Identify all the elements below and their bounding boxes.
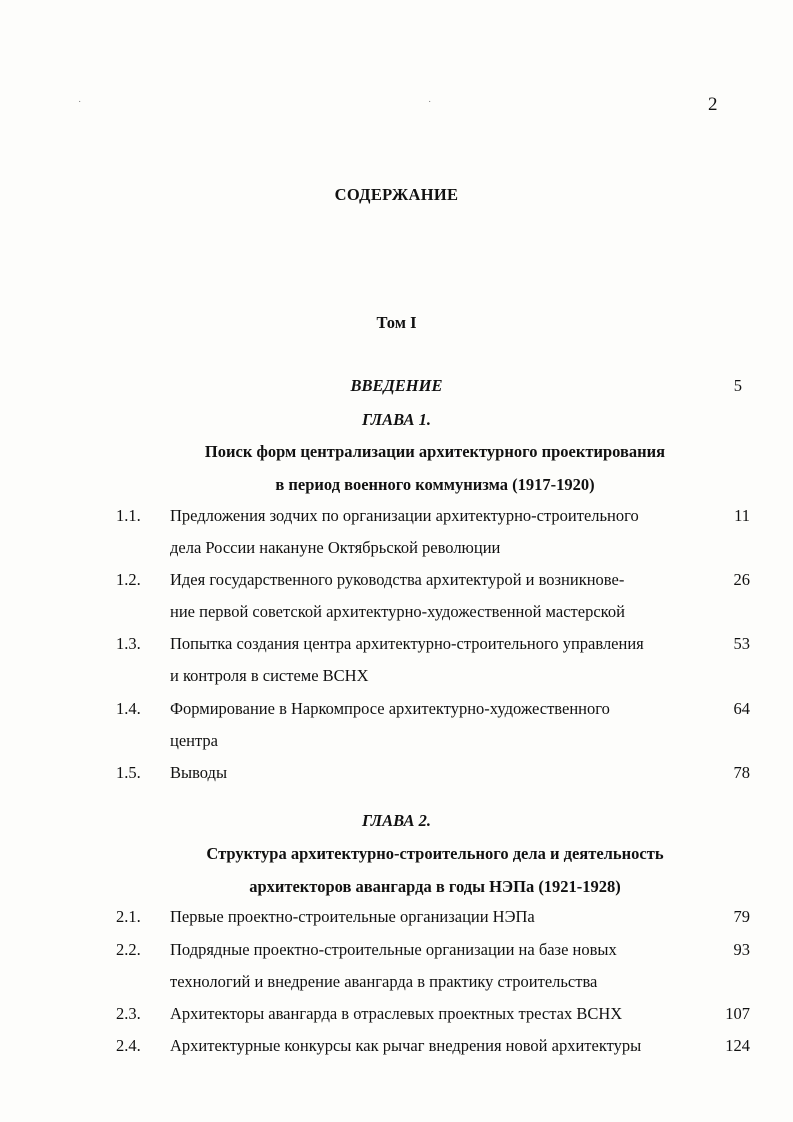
chapter-2-heading: ГЛАВА 2. [361, 811, 432, 830]
toc-entry-page: 64 [733, 699, 750, 718]
toc-entry-line: дела России накануне Октябрьской революции [170, 538, 501, 557]
toc-entry-line: ние первой советской архитектурно-художественной мастерской [170, 602, 625, 621]
toc-entry-page: 107 [725, 1004, 750, 1023]
scan-mark-middle: ˙ [428, 100, 432, 111]
toc-entry-line: центра [170, 731, 218, 750]
toc-entry-text [170, 500, 710, 564]
toc-entry-line: Первые проектно-строительные организации НЭПа [170, 907, 535, 926]
toc-entry-line: Формирование в Наркомпросе архитектурно-художественного [170, 699, 610, 718]
toc-entry-text [170, 1030, 710, 1062]
toc-entry-number: 1.2. [116, 570, 141, 589]
chapter-2-title-line: Структура архитектурно-строительного дела и деятельность [206, 844, 664, 863]
toc-entry-number: 1.5. [116, 763, 141, 782]
page-title: СОДЕРЖАНИЕ [334, 185, 459, 204]
page-number: 2 [708, 94, 718, 115]
toc-entry-line: технологий и внедрение авангарда в практику строительства [170, 972, 598, 991]
volume-heading: Том I [376, 313, 417, 332]
toc-entry-text [170, 757, 710, 789]
toc-entry-text [170, 901, 710, 933]
toc-entry-number: 2.1. [116, 907, 141, 926]
toc-entry-line: Попытка создания центра архитектурно-строительного управления [170, 634, 644, 653]
intro-page-number: 5 [733, 376, 742, 395]
chapter-1-heading: ГЛАВА 1. [361, 410, 432, 429]
toc-entry-number: 2.2. [116, 940, 141, 959]
chapter-1-title-line: в период военного коммунизма (1917-1920) [275, 475, 595, 494]
toc-entry-line: Архитекторы авангарда в отраслевых проектных трестах ВСНХ [170, 1004, 623, 1023]
chapter-2-title-line: архитекторов авангарда в годы НЭПа (1921-1928) [249, 877, 621, 896]
toc-entry-line: Подрядные проектно-строительные организации на базе новых [170, 940, 617, 959]
chapter-1-title-line: Поиск форм централизации архитектурного проектирования [204, 442, 666, 461]
toc-entry-text [170, 564, 710, 628]
intro-heading: ВВЕДЕНИЕ [350, 376, 443, 395]
toc-entry-page: 11 [734, 506, 750, 525]
toc-entry-number: 2.4. [116, 1036, 141, 1055]
toc-entry-text [170, 998, 710, 1030]
toc-entry-page: 79 [733, 907, 750, 926]
toc-entry-page: 93 [733, 940, 750, 959]
toc-entry-page: 53 [733, 634, 750, 653]
toc-entry-page: 26 [733, 570, 750, 589]
toc-entry-line: Архитектурные конкурсы как рычаг внедрения новой архитектуры [170, 1036, 642, 1055]
toc-entry-text [170, 628, 710, 692]
toc-entry-number: 1.3. [116, 634, 141, 653]
chapter-1-title [100, 435, 770, 501]
toc-entry-page: 124 [725, 1036, 750, 1055]
toc-entry-line: Предложения зодчих по организации архитектурно-строительного [170, 506, 639, 525]
toc-entry-line: Выводы [170, 763, 228, 782]
toc-entry-number: 1.4. [116, 699, 141, 718]
toc-entry-number: 1.1. [116, 506, 141, 525]
chapter-2-title [100, 837, 770, 903]
toc-entry-text [170, 934, 710, 998]
toc-entry-number: 2.3. [116, 1004, 141, 1023]
toc-entry-line: Идея государственного руководства архитектурой и возникнове- [170, 570, 625, 589]
toc-entry-line: и контроля в системе ВСНХ [170, 666, 369, 685]
toc-entry-page: 78 [733, 763, 750, 782]
scan-mark-left: ˙ [78, 100, 82, 111]
toc-entry-text [170, 693, 710, 757]
